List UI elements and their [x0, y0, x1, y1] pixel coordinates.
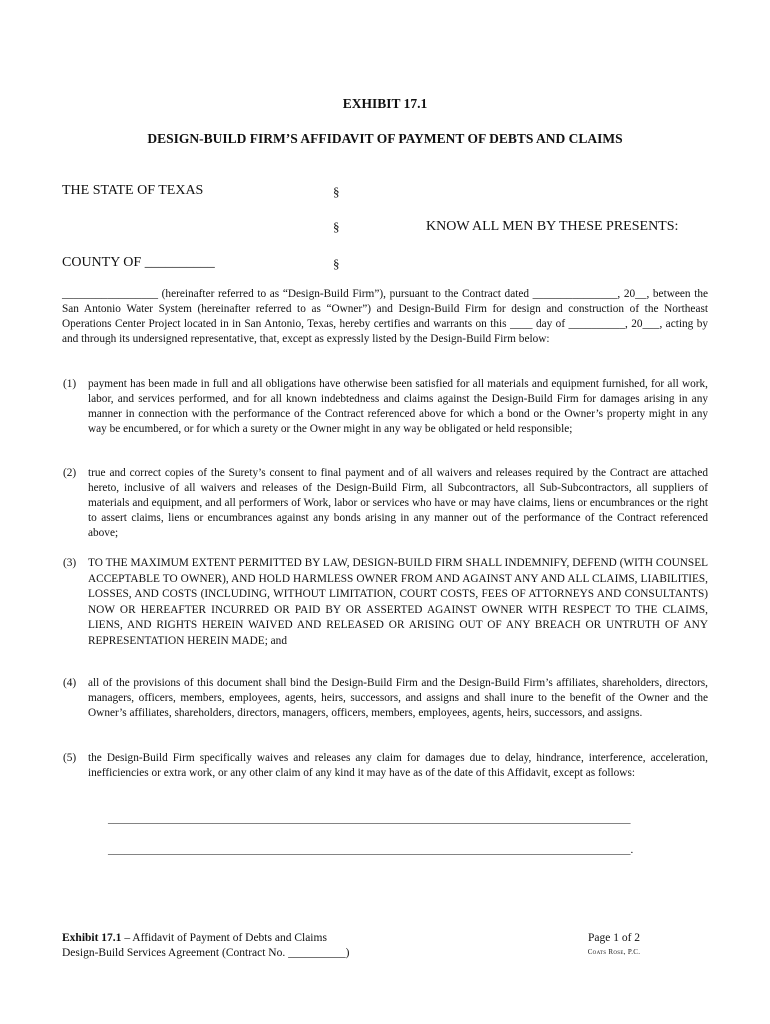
exceptions-blank-line-1: _______________________________________________________________________________________________	[108, 813, 631, 825]
item-text: true and correct copies of the Surety’s consent to final payment and of all waivers and releases required by the Contract are attached hereto, inclusive of all waivers and releases of the Design-Build Firm, all Subcontractors, all Sub-Subcontractors, all suppliers of materials and equipment, and all performers of Work, labor or services who have or may have claims, liens or encumbrances or the right to assert claims, liens or encumbrances against any bonds arising in any manner out of the performance of the Contract referenced above;	[88, 467, 708, 539]
footer-right	[566, 931, 662, 959]
footer-agreement-line: Design-Build Services Agreement (Contract No. __________)	[62, 947, 350, 959]
item-text: the Design-Build Firm specifically waives and releases any claim for damages due to delay, hindrance, interference, acceleration, inefficiencies or extra work, or any other claim of any kind it may have as of the date of this Affidavit, except as follows:	[88, 752, 708, 779]
item-text: payment has been made in full and all obligations have otherwise been satisfied for all materials and equipment furnished, for all work, labor, and services performed, and for all known indebtedness and claims against the Design-Build Firm for damages arising in any manner in connection with the performance of the Contract referenced above for which a bond or the Owner’s property might in any way be encumbered, or for which a surety or the Owner might in any way be obligated or held responsible;	[88, 378, 708, 435]
list-item	[63, 466, 708, 541]
item-number: (2)	[63, 467, 77, 479]
footer-exhibit-title: – Affidavit of Payment of Debts and Claims	[121, 932, 327, 944]
list-item	[63, 751, 708, 781]
section-mark-3: §	[333, 256, 340, 271]
footer-exhibit-label: Exhibit 17.1	[62, 932, 122, 944]
county-caption: COUNTY OF __________	[62, 255, 215, 270]
section-mark-1: §	[333, 184, 340, 199]
firm-name: Coats Rose, P.C.	[587, 948, 641, 956]
know-all-caption: KNOW ALL MEN BY THESE PRESENTS:	[426, 219, 679, 234]
document-title: DESIGN-BUILD FIRM’S AFFIDAVIT OF PAYMENT OF DEBTS AND CLAIMS	[147, 131, 623, 146]
list-item-indemnity	[63, 556, 708, 649]
exhibit-heading: EXHIBIT 17.1	[342, 96, 428, 111]
section-mark-2: §	[333, 219, 340, 234]
page-number: Page 1 of 2	[587, 932, 641, 944]
intro-paragraph: _________________ (hereinafter referred to as “Design-Build Firm”), pursuant to the Contract dated _______________, 20__, between the San Antonio Water System (hereinafter referred to as “Owner”) and Design-Build Firm for design and construction of the Northeast Operations Center Project located in in San Antonio, Texas, hereby certifies and warrants on this ____ day of __________, 20___, acting by and through its undersigned representative, that, except as expressly listed by the Design-Build Firm below:	[62, 288, 708, 345]
item-number: (3)	[63, 557, 77, 569]
item-number: (4)	[63, 677, 77, 689]
item-text: TO THE MAXIMUM EXTENT PERMITTED BY LAW, DESIGN-BUILD FIRM SHALL INDEMNIFY, DEFEND (WITH COUNSEL ACCEPTABLE TO OWNER), AND HOLD HARMLESS OWNER FROM AND AGAINST ANY AND ALL CLAIMS, LIABILITIES, LOSSES, AND COSTS (INCLUDING, WITHOUT LIMITATION, COURT COSTS, FEES OF ATTORNEYS AND CONSULTANTS) NOW OR HEREAFTER INCURRED OR PAID BY OR ASSERTED AGAINST OWNER WITH RESPECT TO THE CLAIMS, LIENS, AND RIGHTS HEREIN WAIVED AND RELEASED OR ARISING OUT OF ANY BREACH OR UNTRUTH OF ANY REPRESENTATION HEREIN MADE; and	[88, 557, 708, 647]
list-item	[63, 377, 708, 437]
exceptions-blank-line-2: _______________________________________________________________________________________________.	[108, 844, 634, 856]
item-text: all of the provisions of this document shall bind the Design-Build Firm and the Design-Build Firm’s affiliates, shareholders, directors, managers, officers, members, employees, agents, heirs, successors, and assigns and shall inure to the benefit of the Owner and the Owner’s affiliates, shareholders, directors, managers, officers, members, employees, agents, heirs, successors, and assigns.	[88, 677, 708, 719]
item-number: (1)	[63, 378, 77, 390]
state-caption: THE STATE OF TEXAS	[62, 183, 204, 198]
footer-left	[62, 931, 349, 961]
list-item	[63, 676, 708, 721]
item-number: (5)	[63, 752, 77, 764]
